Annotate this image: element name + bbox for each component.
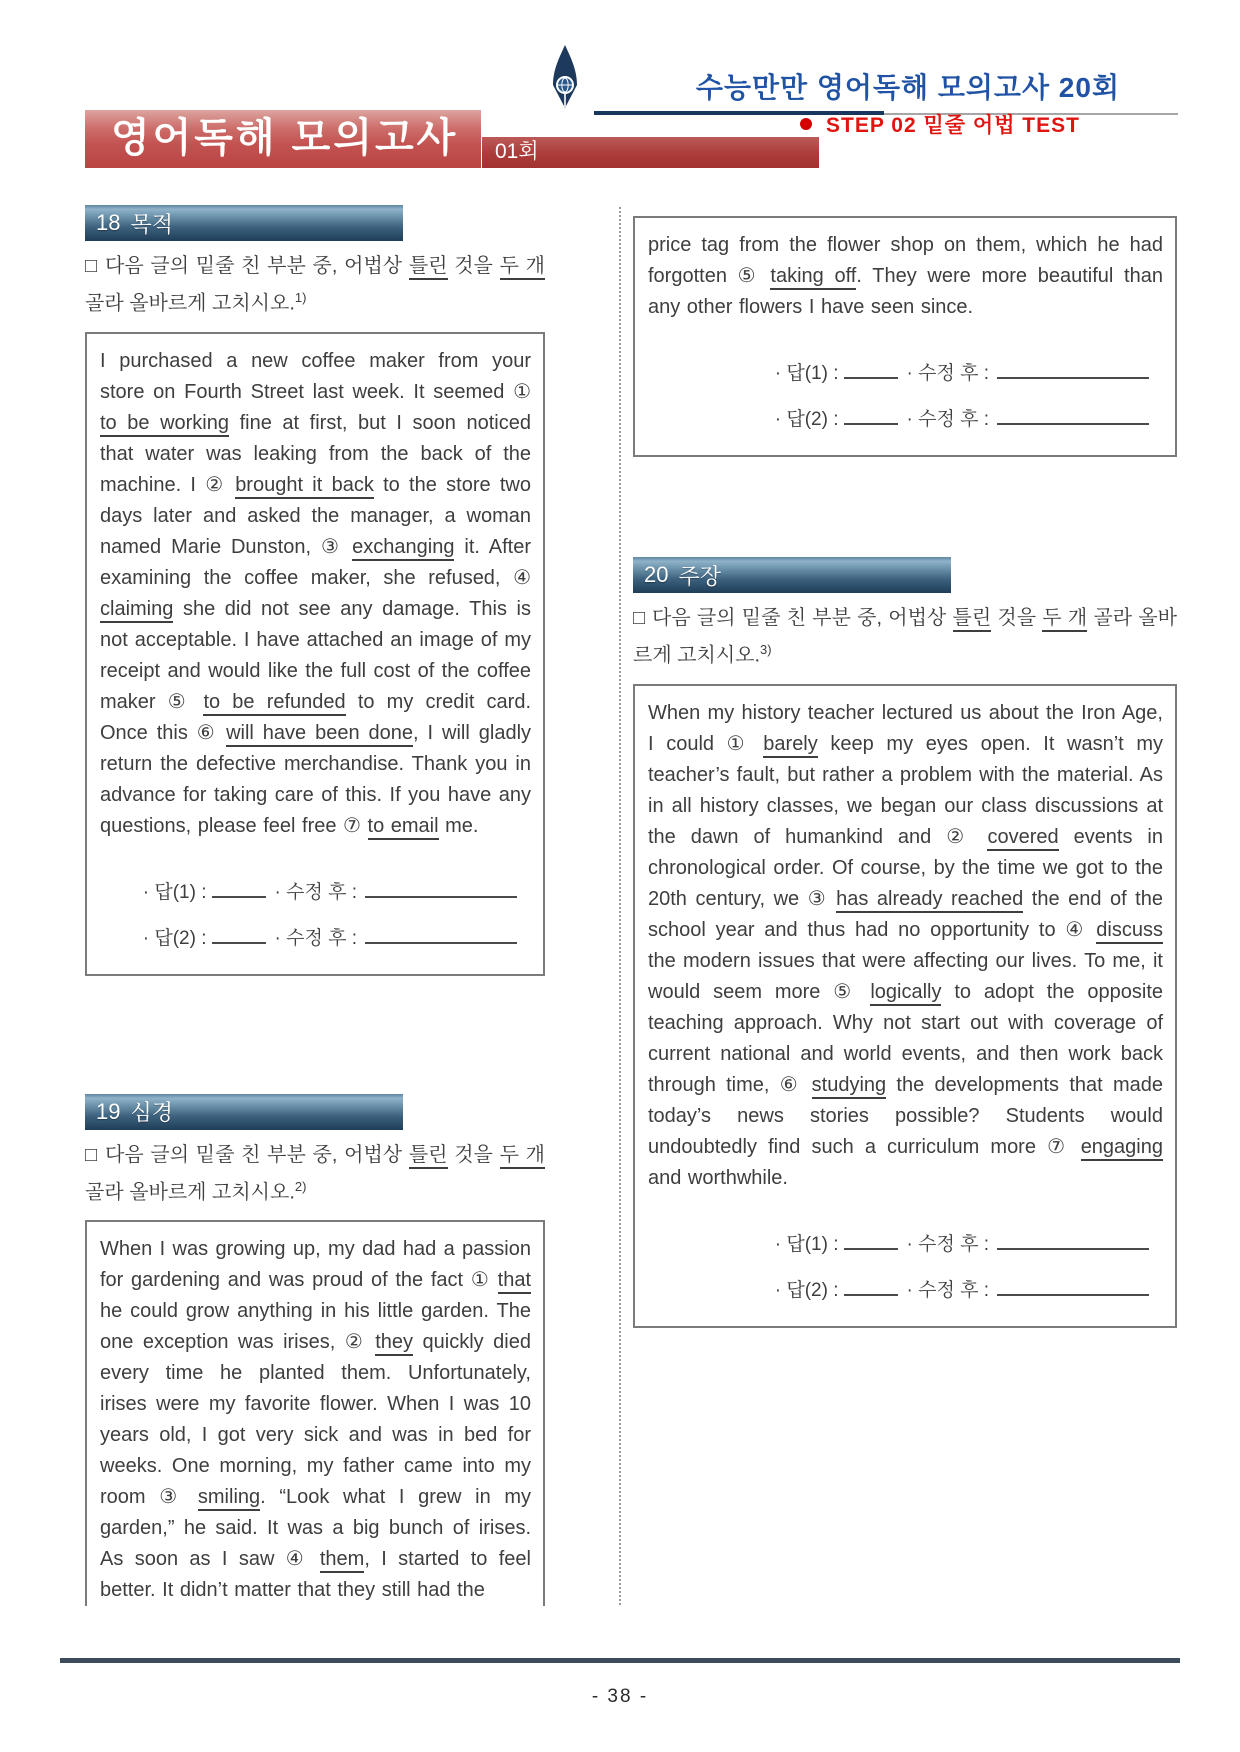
answer-label-2: · 답(2) :: [774, 1279, 839, 1301]
fix-blank: [997, 1282, 1149, 1296]
step-bullet-icon: [800, 118, 812, 130]
fix-label: · 수정 후 :: [274, 881, 357, 903]
section-category: 목적: [130, 211, 173, 237]
section-19: [85, 1094, 545, 1607]
section-category: 주장: [678, 563, 721, 589]
answer-blank: [212, 884, 266, 898]
pen-nib-globe-icon: [546, 44, 584, 112]
passage-box-19-continued: [633, 216, 1177, 457]
answer-row-2: [100, 916, 517, 962]
answer-area: [648, 1222, 1163, 1314]
question-prompt: □ 다음 글의 밑줄 친 부분 중, 어법상 틀린 것을 두 개 골라 올바르게 고치시오.$^{3)}$: [633, 607, 1178, 667]
title-banner: 영어독해 모의고사: [85, 110, 481, 168]
fix-blank: [365, 930, 517, 944]
answer-blank: [844, 411, 898, 425]
column-divider: [619, 207, 621, 1605]
answer-label-1: · 답(1) :: [774, 1233, 839, 1255]
answer-label-2: · 답(2) :: [774, 409, 839, 430]
section-header-20: [633, 557, 951, 593]
answer-label-1: · 답(1) :: [774, 363, 839, 384]
answer-blank: [844, 365, 898, 379]
answer-row-1: [648, 1222, 1149, 1268]
fix-blank: [997, 1236, 1149, 1250]
passage-box-19: [85, 1220, 545, 1606]
passage-box-20: [633, 684, 1177, 1328]
answer-area: [100, 870, 531, 962]
fix-blank: [365, 884, 517, 898]
passage-text: I purchased a new coffee maker from your store on Fourth Street last week. It seemed ① to be working fine at first, but I soon noticed that water was leaking from the back of the machine. I ② brought it back to the store two days later and asked the manager, a woman named Marie Dunston, ③ exchanging it. After examining the coffee maker, she refused, ④ claiming she did not see any damage. This is not acceptable. I have attached an image of my receipt and would like the full cost of the coffee maker ⑤ to be refunded to my credit card. Once this ⑥ will have been done, I will gladly return the defective merchandise. Thank you in advance for taking care of this. If you have any questions, please feel free ⑦ to email me.: [100, 346, 531, 842]
section-header-18: [85, 205, 403, 241]
fix-label: · 수정 후 :: [906, 363, 989, 384]
section-number: 19: [96, 1098, 121, 1124]
answer-blank: [844, 1236, 898, 1250]
answer-row-2: [648, 397, 1149, 443]
section-category: 심경: [130, 1100, 173, 1126]
fix-blank: [997, 411, 1149, 425]
answer-area: [648, 351, 1163, 443]
step-row: [800, 109, 1080, 139]
question-prompt: □ 다음 글의 밑줄 친 부분 중, 어법상 틀린 것을 두 개 골라 올바르게 고치시오.$^{1)}$: [85, 255, 546, 315]
answer-row-1: [100, 870, 517, 916]
fix-label: · 수정 후 :: [274, 927, 357, 949]
answer-row-2: [648, 1268, 1149, 1314]
left-column: [85, 205, 545, 1606]
section-header-19: [85, 1094, 403, 1130]
section-18: [85, 205, 545, 976]
section-number: 20: [644, 562, 669, 587]
step-label: STEP 02 밑줄 어법 TEST: [826, 114, 1080, 137]
fix-label: · 수정 후 :: [906, 1233, 989, 1255]
passage-text: price tag from the flower shop on them, which he had forgotten ⑤ taking off. They were more beautiful than any other flowers I have seen since.: [648, 234, 1163, 318]
brand-title: 수능만만 영어독해 모의고사 20회: [695, 72, 1120, 103]
answer-blank: [212, 930, 266, 944]
answer-blank: [844, 1282, 898, 1296]
fix-blank: [997, 365, 1149, 379]
answer-label-1: · 답(1) :: [142, 881, 207, 903]
fix-label: · 수정 후 :: [906, 1279, 989, 1301]
section-20: [633, 557, 1177, 1328]
passage-text: When I was growing up, my dad had a passion for gardening and was proud of the fact ① that he could grow anything in his little garden. The one exception was irises, ② they quickly died every time he planted them. Unfortunately, irises were my favorite flower. When I was 10 years old, I got very sick and was in bed for weeks. One morning, my father came into my room ③ smiling. “Look what I grew in my garden,” he said. It was a big bunch of irises. As soon as I saw ④ them, I started to feel better. It didn’t matter that they still had the: [100, 1238, 531, 1602]
section-number: 18: [96, 210, 121, 235]
answer-row-1: [648, 351, 1149, 397]
footer-rule: [60, 1658, 1180, 1663]
question-prompt: □ 다음 글의 밑줄 친 부분 중, 어법상 틀린 것을 두 개 골라 올바르게 고치시오.$^{2)}$: [85, 1143, 546, 1204]
page-number: - 38 -: [591, 1686, 649, 1707]
fix-label: · 수정 후 :: [906, 409, 989, 430]
answer-label-2: · 답(2) :: [142, 927, 207, 949]
right-column: [633, 205, 1177, 1328]
round-label: 01회: [482, 137, 819, 168]
passage-box-18: [85, 332, 545, 976]
passage-text: When my history teacher lectured us about the Iron Age, I could ① barely keep my eyes open. It wasn’t my teacher’s fault, but rather a problem with the material. As in all history classes, we began our class discussions at the dawn of humankind and ② covered events in chronological order. Of course, by the time we got to the 20th century, we ③ has already reached the end of the school year and thus had no opportunity to ④ discuss the modern issues that were affecting our lives. To me, it would seem more ⑤ logically to adopt the opposite teaching approach. Why not start out with coverage of current national and world events, and then work back through time, ⑥ studying the developments that made today’s news stories possible? Students would undoubtedly find such a curriculum more ⑦ engaging and worthwhile.: [648, 701, 1164, 1189]
